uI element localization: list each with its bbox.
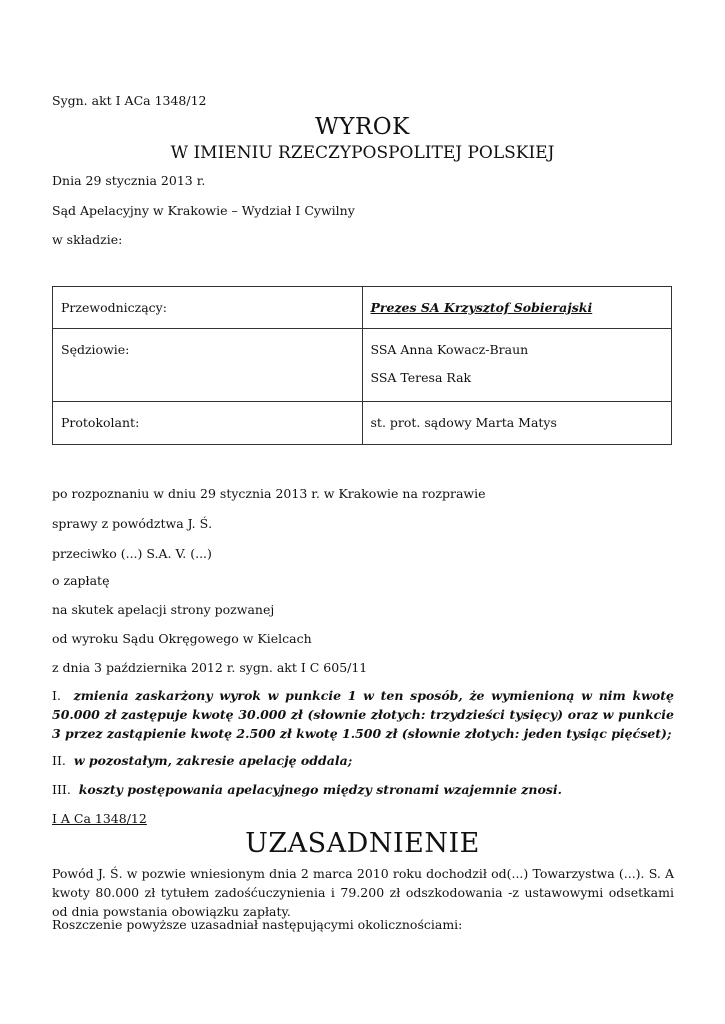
- table-row: [53, 329, 672, 402]
- ruling-number: II.: [52, 753, 66, 768]
- clerk-label: Protokolant:: [53, 402, 363, 445]
- case-line: sprawy z powództwa J. Ś.: [52, 516, 213, 531]
- case-line: z dnia 3 października 2012 r. sygn. akt I C 605/11: [52, 660, 368, 675]
- judgment-title: WYROK: [315, 114, 410, 140]
- court-composition-table: [52, 286, 672, 445]
- ruling-text: zmienia zaskarżony wyrok w punkcie 1 w ten sposób, że wymienioną w nim kwotę 50.000 zł zastępuje kwotę 30.000 zł (słownie złotych: trzydzieści tysięcy) oraz w punkcie 3 przez zastąpienie kwotę 2.500 zł kwotę 1.500 zł (słownie złotych: jeden tysiąc pięćset);: [52, 688, 674, 741]
- judgment-subtitle: W IMIENIU RZECZYPOSPOLITEJ POLSKIEJ: [170, 143, 555, 163]
- justification-paragraph: Powód J. Ś. w pozwie wniesionym dnia 2 marca 2010 roku dochodził od(...) Towarzystwa (...). S. A kwoty 80.000 zł tytułem zadośćuczynienia i 79.200 zł odszkodowania -z ustawowymi odsetkami od dnia powstania obowiązku zapłaty.: [52, 866, 674, 919]
- judges-label: Sędziowie:: [53, 329, 363, 402]
- case-line: od wyroku Sądu Okręgowego w Kielcach: [52, 631, 312, 646]
- ruling-item-2: [52, 751, 674, 770]
- judge-name: SSA Anna Kowacz-Braun: [370, 342, 529, 357]
- judgment-date: Dnia 29 stycznia 2013 r.: [52, 173, 206, 188]
- court-name: Sąd Apelacyjny w Krakowie – Wydział I Cywilny: [52, 203, 355, 218]
- case-line: przeciwko (...) S.A. V. (...): [52, 546, 212, 561]
- judge-name: SSA Teresa Rak: [370, 370, 472, 385]
- judges-names: [362, 329, 672, 402]
- case-line: po rozpoznaniu w dniu 29 stycznia 2013 r. w Krakowie na rozprawie: [52, 486, 486, 501]
- ruling-text: koszty postępowania apelacyjnego między stronami wzajemnie znosi.: [78, 782, 562, 797]
- case-line: o zapłatę: [52, 573, 110, 588]
- justification-title: UZASADNIENIE: [245, 828, 480, 859]
- table-row: [53, 402, 672, 445]
- table-row: [53, 287, 672, 329]
- ruling-number: I.: [52, 688, 61, 703]
- case-line: na skutek apelacji strony pozwanej: [52, 602, 275, 617]
- case-signature: Sygn. akt I ACa 1348/12: [52, 93, 207, 108]
- ruling-number: III.: [52, 782, 71, 797]
- ruling-item-1: [52, 686, 674, 743]
- composition-label: w składzie:: [52, 232, 123, 247]
- presiding-label: Przewodniczący:: [53, 287, 363, 329]
- clerk-name: st. prot. sądowy Marta Matys: [362, 402, 672, 445]
- justification-paragraph: Roszczenie powyższe uzasadniał następującymi okolicznościami:: [52, 917, 463, 932]
- presiding-judge: Prezes SA Krzysztof Sobierajski: [362, 287, 672, 329]
- case-signature-bottom: I A Ca 1348/12: [52, 811, 147, 826]
- ruling-item-3: [52, 780, 674, 799]
- ruling-text: w pozostałym, zakresie apelację oddala;: [73, 753, 353, 768]
